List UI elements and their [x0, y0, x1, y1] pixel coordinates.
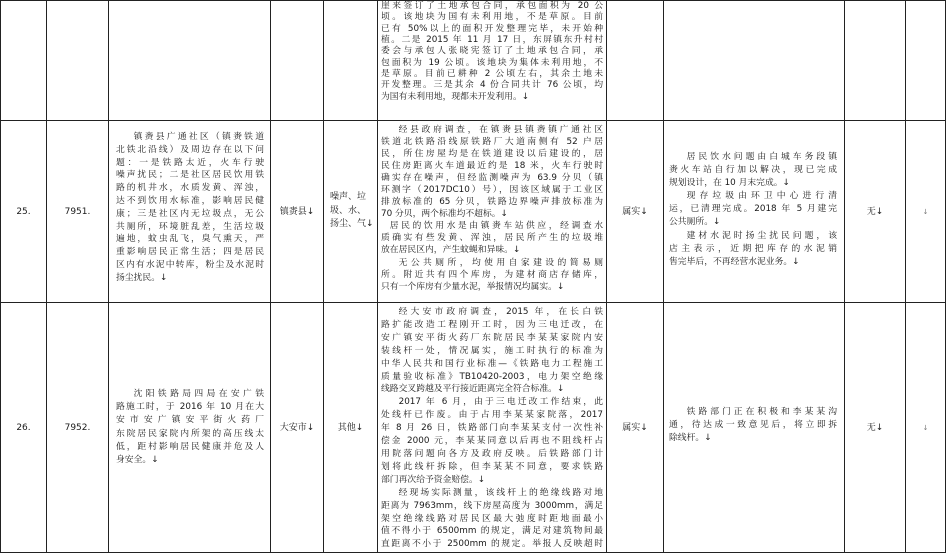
row25-verdict [607, 121, 663, 302]
row26-investigation-line: 安广镇安平街火药厂东院居民李某某家院内安 [381, 332, 603, 343]
row25-type [330, 191, 376, 241]
row26-type-text: 其他↓ [337, 422, 364, 433]
row25-investigation-line: 铁道北铁路沿线原铁路厂大道南侧有 52 户居 [381, 137, 603, 148]
row26-region [271, 303, 323, 552]
row26-investigation-line: 直距离不小于 2500mm 的规定。举报人反映超时 [381, 539, 603, 550]
row26-type [324, 303, 377, 552]
row25-complaint-line: 镇赉县广通社区（镇赉铁道 [133, 132, 264, 142]
row26-investigation-line: 偿金 2000 元，李某某同意以后再也不阻线杆占 [381, 436, 603, 447]
row26-handling-line: 除线杆。↓ [669, 433, 712, 444]
row25-handling-line: 居民饮水问题由白城车务段镇 [686, 152, 837, 162]
top-investigation-line: 为国有未利用地，现都未开发利用。↓ [381, 91, 530, 102]
row26-investigation-line: 经大安市政府调查，2015 年，在长白铁 [398, 307, 603, 317]
row25-handling-line: 公共厕所。↓ [669, 217, 721, 228]
row26-verdict-text: 属实↓ [622, 422, 648, 433]
row25-region-text: 镇赉县↓ [279, 206, 315, 217]
row26-extra [906, 303, 945, 552]
row26-extra-mark: ↓ [922, 423, 929, 432]
row25-accountability-text: 无↓ [866, 206, 884, 217]
row25-complaint-line: 扬尘扰民。↓ [116, 272, 168, 283]
row25-complaint-line: 达不到饮用水标准，影响居民健 [116, 195, 264, 206]
row25-handling [669, 151, 837, 281]
row26-investigation [381, 306, 603, 552]
top-investigation-line: 是草原。目前已耕种 2 公顷左右，其余土地未 [381, 69, 603, 80]
row26-verdict [607, 303, 663, 552]
row25-handling-line: 赉火车站自行加以解决，现已完成 [669, 165, 837, 176]
row25-complaint-line: 噪声扰民；二是社区居民饮用铁 [116, 170, 264, 181]
row26-complaint-line: 东院居民家院内所架的高压线太 [116, 428, 264, 439]
row25-id [47, 121, 108, 302]
row26-investigation-line: 2017 年 6 月，由于三电迁改工作结束，此 [398, 397, 603, 408]
row26-id [47, 303, 108, 552]
row26-handling-line: 铁路部门正在积极和李某某沟 [686, 407, 837, 417]
row26-investigation-line: 用院落问题向各方及政府反映。后铁路部门计 [381, 448, 603, 459]
row25-investigation-line: 确实存在噪声，但经监测噪声为 63.9 分贝（镇 [381, 173, 603, 184]
row25-complaint-line: 共厕所，环境脏乱差，生活垃圾 [116, 221, 264, 232]
row26-complaint-line: 安市安广镇安平街火药厂 [116, 415, 264, 426]
row25-investigation-line: 质确实有些发黄、浑浊，居民所产生的垃圾堆 [381, 233, 603, 244]
row25-handling-line: 规划设计，在 10 月末完成。↓ [669, 178, 790, 189]
row25-handling-line: 运，已清理完成。2018 年 5 月建完 [669, 204, 837, 215]
row25-id-text: 7951. [64, 206, 91, 217]
row25-extra-mark: ↓ [922, 207, 929, 216]
row26-handling [669, 406, 837, 451]
row26-investigation-line: 部门再次给予资金赔偿。↓ [381, 474, 486, 485]
row-divider-25 [0, 120, 946, 121]
row25-complaint-line: 题：一是铁路太近，火车行驶 [116, 157, 264, 168]
row26-investigation-line: 值不得小于 6500mm 的规定，满足对建筑物间最 [381, 526, 603, 537]
row25-investigation-line: 环测字（2017DC10）号），因该区域属于工业区 [381, 185, 603, 196]
row25-complaint-line: 遍地，蚊虫乱飞，臭气熏天，严 [116, 234, 264, 245]
row25-investigation-line: 民，所住房屋均是在铁道建设以后建设的，居 [381, 149, 603, 160]
row25-investigation-line: 居民的饮用水是由镇赉车站供应，经调查水 [389, 221, 603, 232]
row25-complaint-line: 区内有水泥中转库，粉尘及水泥时 [116, 259, 264, 270]
row25-verdict-text: 属实↓ [622, 206, 648, 217]
row26-investigation-line: 年 8 月 26 日，铁路部门向李某某支付一次性补 [381, 423, 603, 434]
row26-complaint-line: 路施工时，于 2016 年 10 月在大 [116, 402, 264, 413]
row25-type-line: 扬尘、气↓ [330, 219, 374, 229]
top-investigation-line: 已有 50%以上的面积开发整理完毕，未开始种 [381, 23, 603, 34]
row26-investigation-line: 装线杆一处，情况属实，施工时执行的标准为 [381, 345, 603, 356]
row25-investigation-line: 民住房距离火车道最近约是 18 米，火车行驶时 [381, 161, 603, 172]
row26-complaint-line: 身安全。↓ [116, 455, 159, 466]
row26-investigation-line: 处线杆已作废。由于占用李某某家院落，2017 [381, 410, 603, 421]
row26-investigation-line: 距离为 7963mm，线下房屋高度为 3000mm，满足 [381, 500, 603, 511]
row25-investigation-line: 无公共厕所，均使用自家建设的简易厕 [398, 257, 603, 268]
row25-investigation-line: 70 分贝，两个标准均不超标。↓ [381, 209, 508, 220]
row25-extra [906, 121, 945, 302]
row25-type-line: 噪声、垃 [330, 192, 367, 202]
row26-investigation-line: 线路交叉跨越及平行接近距离完全符合标准。↓ [381, 384, 565, 395]
row26-complaint-line: 沈阳铁路局四局在安广铁 [133, 389, 264, 399]
row25-complaint [116, 131, 264, 296]
row25-investigation-line: 经县政府调查，在镇赉县镇赉镇广通社区 [398, 125, 603, 135]
row26-investigation-line: 质量验收标准》TB10420-2003，电力架空绝缘 [381, 371, 603, 382]
row25-investigation-line: 放在居民区内，产生蚊蝇和异味。↓ [381, 245, 521, 256]
row25-investigation [381, 124, 603, 302]
row26-complaint-line: 低，距村影响居民健康并危及人 [116, 441, 264, 452]
row26-accountability [845, 303, 905, 552]
row25-complaint-line: 重影响居民正常生活；四是居民 [116, 247, 264, 258]
row25-investigation-line: 所。附近共有四个库房，为建材商店存储库， [381, 269, 603, 280]
row26-number-text: 26. [16, 422, 31, 433]
row25-investigation-line: 排放标准的 65 分贝，铁路边界噪声排放标准为 [381, 197, 603, 208]
col-line-7 [663, 0, 664, 553]
row26-id-text: 7952. [64, 422, 91, 433]
top-investigation-line: 开发整理。三是其余 4 份合同共计 76 公顷，均 [381, 80, 603, 91]
top-investigation-line: 植。二是 2015 年 11 月 17 日，东屏镇东升村村 [381, 35, 603, 46]
row26-number [1, 303, 46, 552]
col-line-2 [108, 0, 109, 553]
row25-number-text: 25. [16, 206, 31, 217]
row25-number [1, 121, 46, 302]
row26-region-text: 大安市↓ [279, 422, 315, 433]
row25-complaint-line: 康；三是社区内无垃圾点，无公 [116, 208, 264, 219]
top-investigation-line: 委会与承包人张晓宪签订了土地承包合同，承 [381, 46, 603, 57]
row25-handling-line: 店主表示，近期把库存的水泥销 [669, 243, 837, 254]
row25-type-line: 圾、水、 [330, 205, 367, 216]
top-investigation-cell [381, 0, 603, 120]
row25-complaint-line: 北铁北沿线）及周边存在以下问 [116, 144, 264, 155]
top-investigation-line: 包面积为 19 公顷。该地块为集体未利用地，不 [381, 57, 603, 68]
row26-handling-line: 通，待达成一致意见后，将立即拆 [669, 420, 837, 431]
row25-handling-line: 建材水泥时扬尘扰民问题，该 [686, 230, 837, 241]
row26-investigation-line: 架空绝缘线路对居民区最大弛度时距地面最小 [381, 513, 603, 524]
row26-complaint [116, 388, 264, 468]
row26-investigation-line: 经现场实际测量，该线杆上的绝缘线路对地 [398, 487, 603, 498]
row26-investigation-line: 中华人民共和国行业标准—《铁路电力工程施工 [381, 358, 603, 369]
row-divider-26 [0, 302, 946, 303]
top-investigation-line: 顷。该地块为国有未利用地，不是草原。目前 [381, 12, 603, 23]
row25-handling-line: 售完毕后，不再经营水泥业务。↓ [669, 256, 800, 267]
row26-investigation-line: 划将此线杆拆除，但李某某不同意，要求铁路 [381, 461, 603, 472]
top-investigation-line: 崖来签订了土地承包合同，承包面积为 20 公 [381, 1, 603, 11]
row25-investigation-line: 只有一个库房有少量水泥，举报情况均属实。↓ [381, 281, 565, 292]
row25-complaint-line: 路的机井水，水质发黄、浑浊， [116, 183, 264, 194]
row26-investigation-line: 路扩能改造工程刚开工时，因为三电迁改，在 [381, 319, 603, 330]
row26-accountability-text: 无↓ [866, 422, 884, 433]
row25-accountability [845, 121, 905, 302]
row25-handling-line: 现存垃圾由环卫中心进行清 [686, 191, 837, 202]
col-line-5 [377, 0, 378, 553]
row25-region [271, 121, 323, 302]
